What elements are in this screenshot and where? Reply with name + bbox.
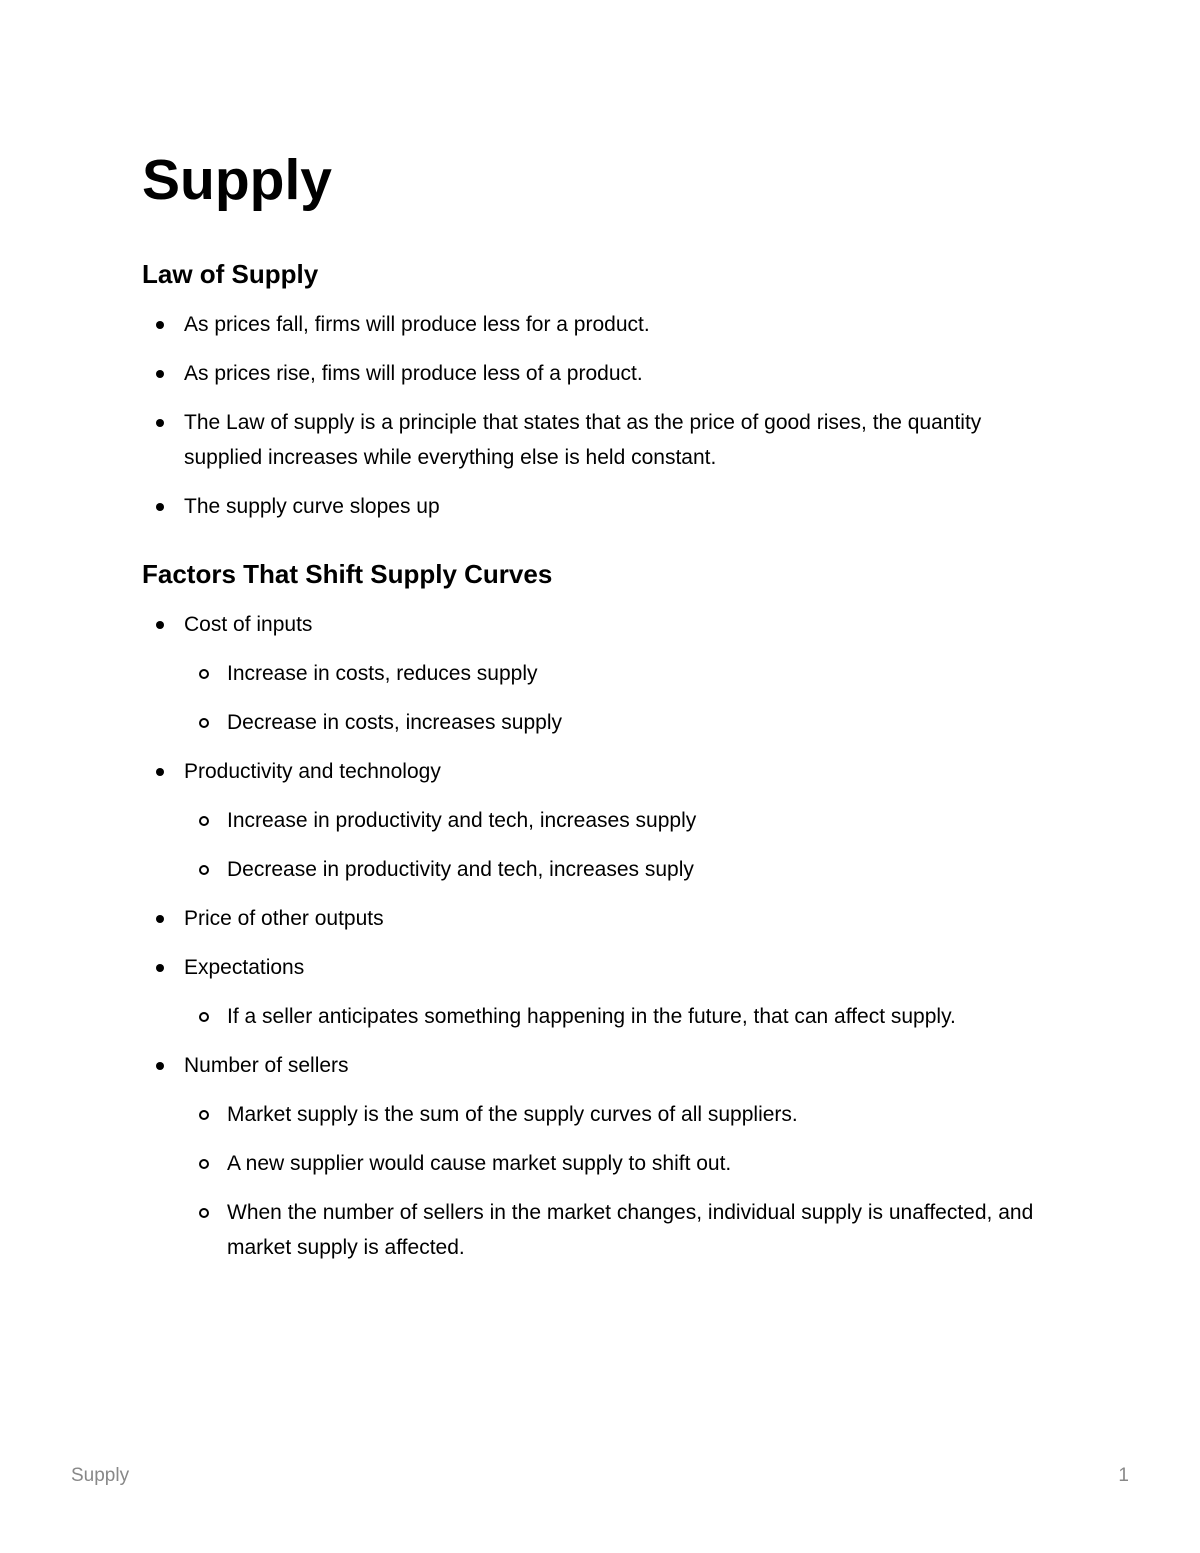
sub-list-item: Decrease in costs, increases supply [142,705,1062,740]
bullet-icon [156,915,164,923]
sub-bullet-icon [199,1208,209,1218]
bullet-icon [156,370,164,378]
list-item: As prices fall, firms will produce less for a product. [142,307,1062,342]
bullet-icon [156,964,164,972]
page-title: Supply [142,148,333,212]
list-item: Cost of inputs [142,607,1062,642]
list-item: Number of sellers [142,1048,1062,1083]
sub-bullet-icon [199,1110,209,1120]
sub-list-item: Market supply is the sum of the supply curves of all suppliers. [142,1097,1062,1132]
list-item: The supply curve slopes up [142,489,1062,524]
sub-bullet-icon [199,865,209,875]
bullet-icon [156,321,164,329]
document-body [142,140,1062,1279]
bullet-icon [156,1062,164,1070]
list-item: Expectations [142,950,1062,985]
sub-list-item: Increase in productivity and tech, increases supply [142,803,1062,838]
sub-list-item: Increase in costs, reduces supply [142,656,1062,691]
section-heading-factors: Factors That Shift Supply Curves [142,559,553,589]
sub-list-item: Decrease in productivity and tech, increases suply [142,852,1062,887]
footer-page-number: 1 [1118,1465,1129,1486]
bullet-icon [156,768,164,776]
sub-bullet-icon [199,816,209,826]
factors-list [142,607,1062,1265]
bullet-icon [156,621,164,629]
sub-list-item: When the number of sellers in the market changes, individual supply is unaffected, and market supply is affected. [142,1195,1062,1265]
bullet-icon [156,503,164,511]
sub-list-item: If a seller anticipates something happening in the future, that can affect supply. [142,999,1062,1034]
bullet-icon [156,419,164,427]
list-item: Price of other outputs [142,901,1062,936]
section-heading-law-of-supply: Law of Supply [142,259,319,289]
sub-bullet-icon [199,669,209,679]
footer-document-title: Supply [71,1465,130,1486]
list-item: Productivity and technology [142,754,1062,789]
sub-bullet-icon [199,718,209,728]
law-of-supply-list [142,307,1062,524]
sub-bullet-icon [199,1012,209,1022]
list-item: As prices rise, fims will produce less of a product. [142,356,1062,391]
sub-list-item: A new supplier would cause market supply to shift out. [142,1146,1062,1181]
list-item: The Law of supply is a principle that states that as the price of good rises, the quantity supplied increases while everything else is held constant. [142,405,1062,475]
sub-bullet-icon [199,1159,209,1169]
